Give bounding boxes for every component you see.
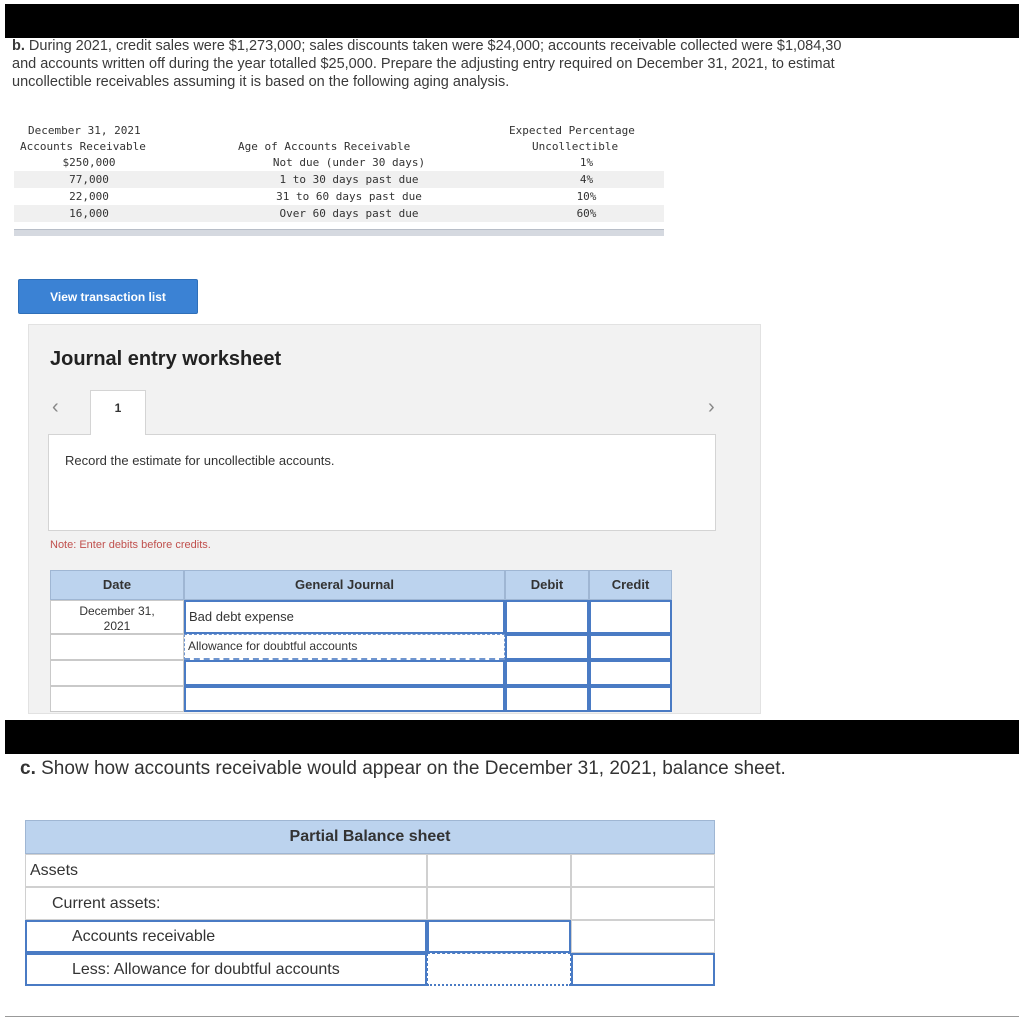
aging-row xyxy=(14,188,664,205)
top-black-bar xyxy=(5,4,1019,38)
less-allowance-input[interactable]: Less: Allowance for doubtful accounts xyxy=(25,953,427,986)
accounts-receivable-input[interactable]: Accounts receivable xyxy=(25,920,427,953)
aging-table xyxy=(14,122,664,232)
accounts-receivable-amount-input[interactable] xyxy=(427,920,571,953)
balance-sheet-title: Partial Balance sheet xyxy=(25,820,715,854)
aging-col3-header-2: Uncollectible xyxy=(532,140,619,153)
assets-label: Assets xyxy=(25,854,427,887)
journal-debit-input[interactable] xyxy=(505,686,589,712)
chevron-left-icon[interactable]: ‹ xyxy=(52,396,59,418)
journal-date-cell xyxy=(50,634,184,660)
view-transaction-list-button[interactable]: View transaction list xyxy=(18,279,198,314)
balance-sheet-cell xyxy=(571,854,715,887)
journal-date-line-1: December 31, xyxy=(79,604,155,618)
balance-sheet-cell xyxy=(427,854,571,887)
aging-amount: 77,000 xyxy=(69,173,109,186)
journal-debit-input[interactable] xyxy=(505,634,589,660)
journal-account-input[interactable]: Allowance for doubtful accounts xyxy=(184,634,505,660)
aging-amount: 22,000 xyxy=(69,190,109,203)
aging-row xyxy=(14,205,664,222)
intro-line-1: During 2021, credit sales were $1,273,000; sales discounts taken were $24,000; accounts receivable collected were $1,084,30 xyxy=(24,38,842,54)
journal-account-input[interactable] xyxy=(184,686,505,712)
intro-line-3: uncollectible receivables assuming it is based on the following aging analysis. xyxy=(12,74,510,90)
aging-pct: 4% xyxy=(579,173,594,186)
aging-table-footer xyxy=(14,229,664,236)
part-c-label: c. xyxy=(20,758,36,779)
aging-pct: 1% xyxy=(579,156,594,169)
question-text xyxy=(12,37,1022,91)
aging-age: Over 60 days past due xyxy=(279,207,419,220)
journal-date-cell xyxy=(50,686,184,712)
part-c-text: Show how accounts receivable would appear on the December 31, 2021, balance sheet. xyxy=(35,758,786,779)
journal-credit-input[interactable] xyxy=(589,686,672,712)
journal-credit-input[interactable] xyxy=(589,600,672,634)
journal-date-cell xyxy=(50,660,184,686)
balance-sheet-cell xyxy=(571,920,715,953)
part-c-question xyxy=(20,758,786,780)
aging-amount: 16,000 xyxy=(69,207,109,220)
section-black-bar xyxy=(5,720,1019,754)
allowance-amount-input[interactable] xyxy=(427,953,571,986)
bottom-divider xyxy=(5,1016,1019,1017)
journal-account-input[interactable] xyxy=(184,660,505,686)
worksheet-tab-1[interactable]: 1 xyxy=(90,390,146,435)
journal-date-line-2: 2021 xyxy=(103,619,131,633)
note-text: Note: Enter debits before credits. xyxy=(50,539,211,551)
journal-credit-input[interactable] xyxy=(589,660,672,686)
journal-header-date: Date xyxy=(50,570,184,600)
aging-table-header xyxy=(14,122,664,156)
aging-row xyxy=(14,154,664,171)
aging-col1-header-2: Accounts Receivable xyxy=(20,140,146,153)
journal-date-cell xyxy=(50,600,184,634)
journal-debit-input[interactable] xyxy=(505,600,589,634)
journal-debit-input[interactable] xyxy=(505,660,589,686)
journal-header-credit: Credit xyxy=(589,570,672,600)
aging-row xyxy=(14,171,664,188)
part-b-label: b. xyxy=(12,38,25,54)
aging-age: Not due (under 30 days) xyxy=(272,156,426,169)
aging-pct: 10% xyxy=(576,190,597,203)
journal-header-general-journal: General Journal xyxy=(184,570,505,600)
journal-header-debit: Debit xyxy=(505,570,589,600)
aging-amount: $250,000 xyxy=(62,156,116,169)
journal-credit-input[interactable] xyxy=(589,634,672,660)
aging-col2-header: Age of Accounts Receivable xyxy=(238,140,411,153)
current-assets-label: Current assets: xyxy=(25,887,427,920)
aging-col3-header-1: Expected Percentage xyxy=(509,124,635,137)
aging-pct: 60% xyxy=(576,207,597,220)
balance-sheet-cell xyxy=(571,887,715,920)
chevron-right-icon[interactable]: › xyxy=(708,396,715,418)
worksheet-title: Journal entry worksheet xyxy=(50,348,282,370)
aging-age: 31 to 60 days past due xyxy=(276,190,422,203)
journal-account-input[interactable]: Bad debt expense xyxy=(184,600,505,634)
instruction-panel xyxy=(48,434,716,531)
aging-col1-header-1: December 31, 2021 xyxy=(28,124,141,137)
aging-age: 1 to 30 days past due xyxy=(279,173,419,186)
intro-line-2: and accounts written off during the year totalled $25,000. Prepare the adjusting entry required on December 31, 2021, to estimat xyxy=(12,56,835,72)
net-receivable-input[interactable] xyxy=(571,953,715,986)
instruction-text: Record the estimate for uncollectible accounts. xyxy=(65,453,335,468)
balance-sheet-cell xyxy=(427,887,571,920)
